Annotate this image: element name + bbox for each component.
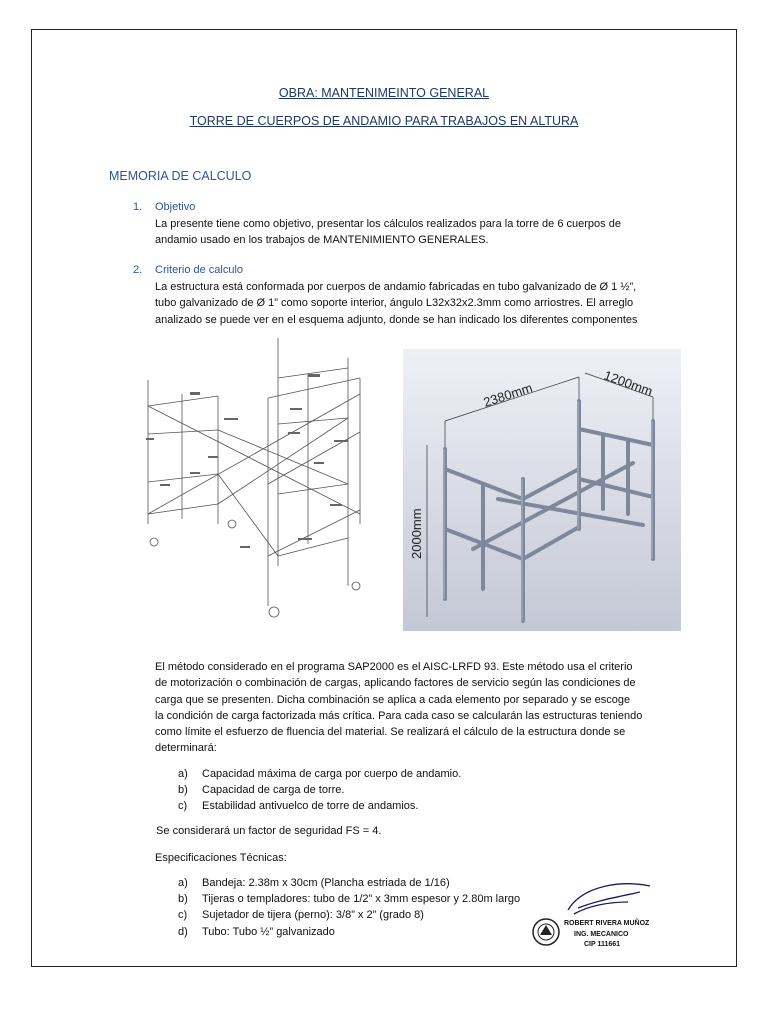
list-marker: c) [178,909,188,922]
torre-title: TORRE DE CUERPOS DE ANDAMIO PARA TRABAJOS EN ALTURA [189,114,579,128]
paragraph-line: La estructura está conformada por cuerpos de andamio fabricadas en tubo galvanizado de Ø 1 ½”, [155,281,637,293]
list-text: Bandeja: 2.38m x 30cm (Plancha estriada de 1/16) [202,877,450,889]
paragraph-line: tubo galvanizado de Ø 1” como soporte interior, ángulo L32x32x2.3mm como arriostres. El arreglo [155,297,634,310]
paragraph-line: la condición de carga factorizada más crítica. Para cada caso se calcularán las estructuras teniendo [155,709,643,722]
dimension-depth-label: 1200mm [602,367,655,399]
criterio-paragraph [155,279,675,328]
list-text: Tubo: Tubo ½” galvanizado [202,925,335,938]
scaffold-render-figure [403,349,681,631]
section-number: 2. [133,264,143,276]
list-text: Estabilidad antivuelco de torre de andamios. [202,800,419,813]
section-criterio-heading [133,264,243,276]
stamp-cip: CIP 111661 [584,941,621,948]
engineer-stamp [528,880,660,950]
stamp-name: ROBERT RIVERA MUÑOZ [564,920,650,927]
list-marker: b) [178,784,188,797]
spec-title: Especificaciones Técnicas: [155,852,287,864]
paragraph-line: determinará: [155,742,217,755]
paragraph-line: La presente tiene como objetivo, presentar los cálculos realizados para la torre de 6 cuerpos de [155,218,621,230]
list-marker: a) [178,877,188,889]
paragraph-line: El método considerado en el programa SAP2000 es el AISC-LRFD 93. Este método usa el criterio [155,661,633,673]
paragraph-line: analizado se puede ver en el esquema adjunto, donde se han indicado los diferentes componentes [155,313,638,326]
list-marker: a) [178,768,188,780]
list-text: Tijeras o templadores: tubo de 1/2” x 3mm espesor y 2.80m largo [202,893,521,906]
section-title: Objetivo [155,201,196,213]
obra-title: OBRA: MANTENIMEINTO GENERAL [278,86,490,100]
list-text: Sujetador de tijera (perno): 3/8” x 2” (grado 8) [202,909,424,922]
section-number: 1. [133,201,143,213]
method-paragraph [155,659,695,757]
memoria-heading: MEMORIA DE CALCULO [109,169,252,183]
list-text: Capacidad de carga de torre. [202,784,345,797]
paragraph-line: como límite el esfuerzo de fluencia del material. Se realizará el cálculo de la estructura donde se [155,726,626,739]
paragraph-line: de motorización o combinación de cargas, aplicando factores de servicio según las condiciones de [155,677,636,690]
list-marker: d) [178,925,188,938]
list-text: Capacidad máxima de carga por cuerpo de andamio. [202,768,462,780]
stamp-role: ING. MECANICO [574,931,629,938]
paragraph-line: andamio usado en los trabajos de MANTENIMIENTO GENERALES. [155,234,489,247]
objetivo-paragraph [155,216,675,249]
signature-scribble [528,880,660,950]
paragraph-line: carga que se presenten. Dicha combinación se aplica a cada elemento por separado y se escoge [155,693,631,706]
section-objetivo-heading [133,201,195,213]
section-title: Criterio de calculo [155,264,244,276]
dimension-width-label: 2380mm [481,379,535,410]
dimension-height-label: 2000mm [409,508,424,559]
scaffold-line-model-figure [120,334,402,624]
safety-factor-text: Se considerará un factor de seguridad FS = 4. [153,825,382,837]
list-marker: b) [178,893,188,906]
list-marker: c) [178,800,188,813]
